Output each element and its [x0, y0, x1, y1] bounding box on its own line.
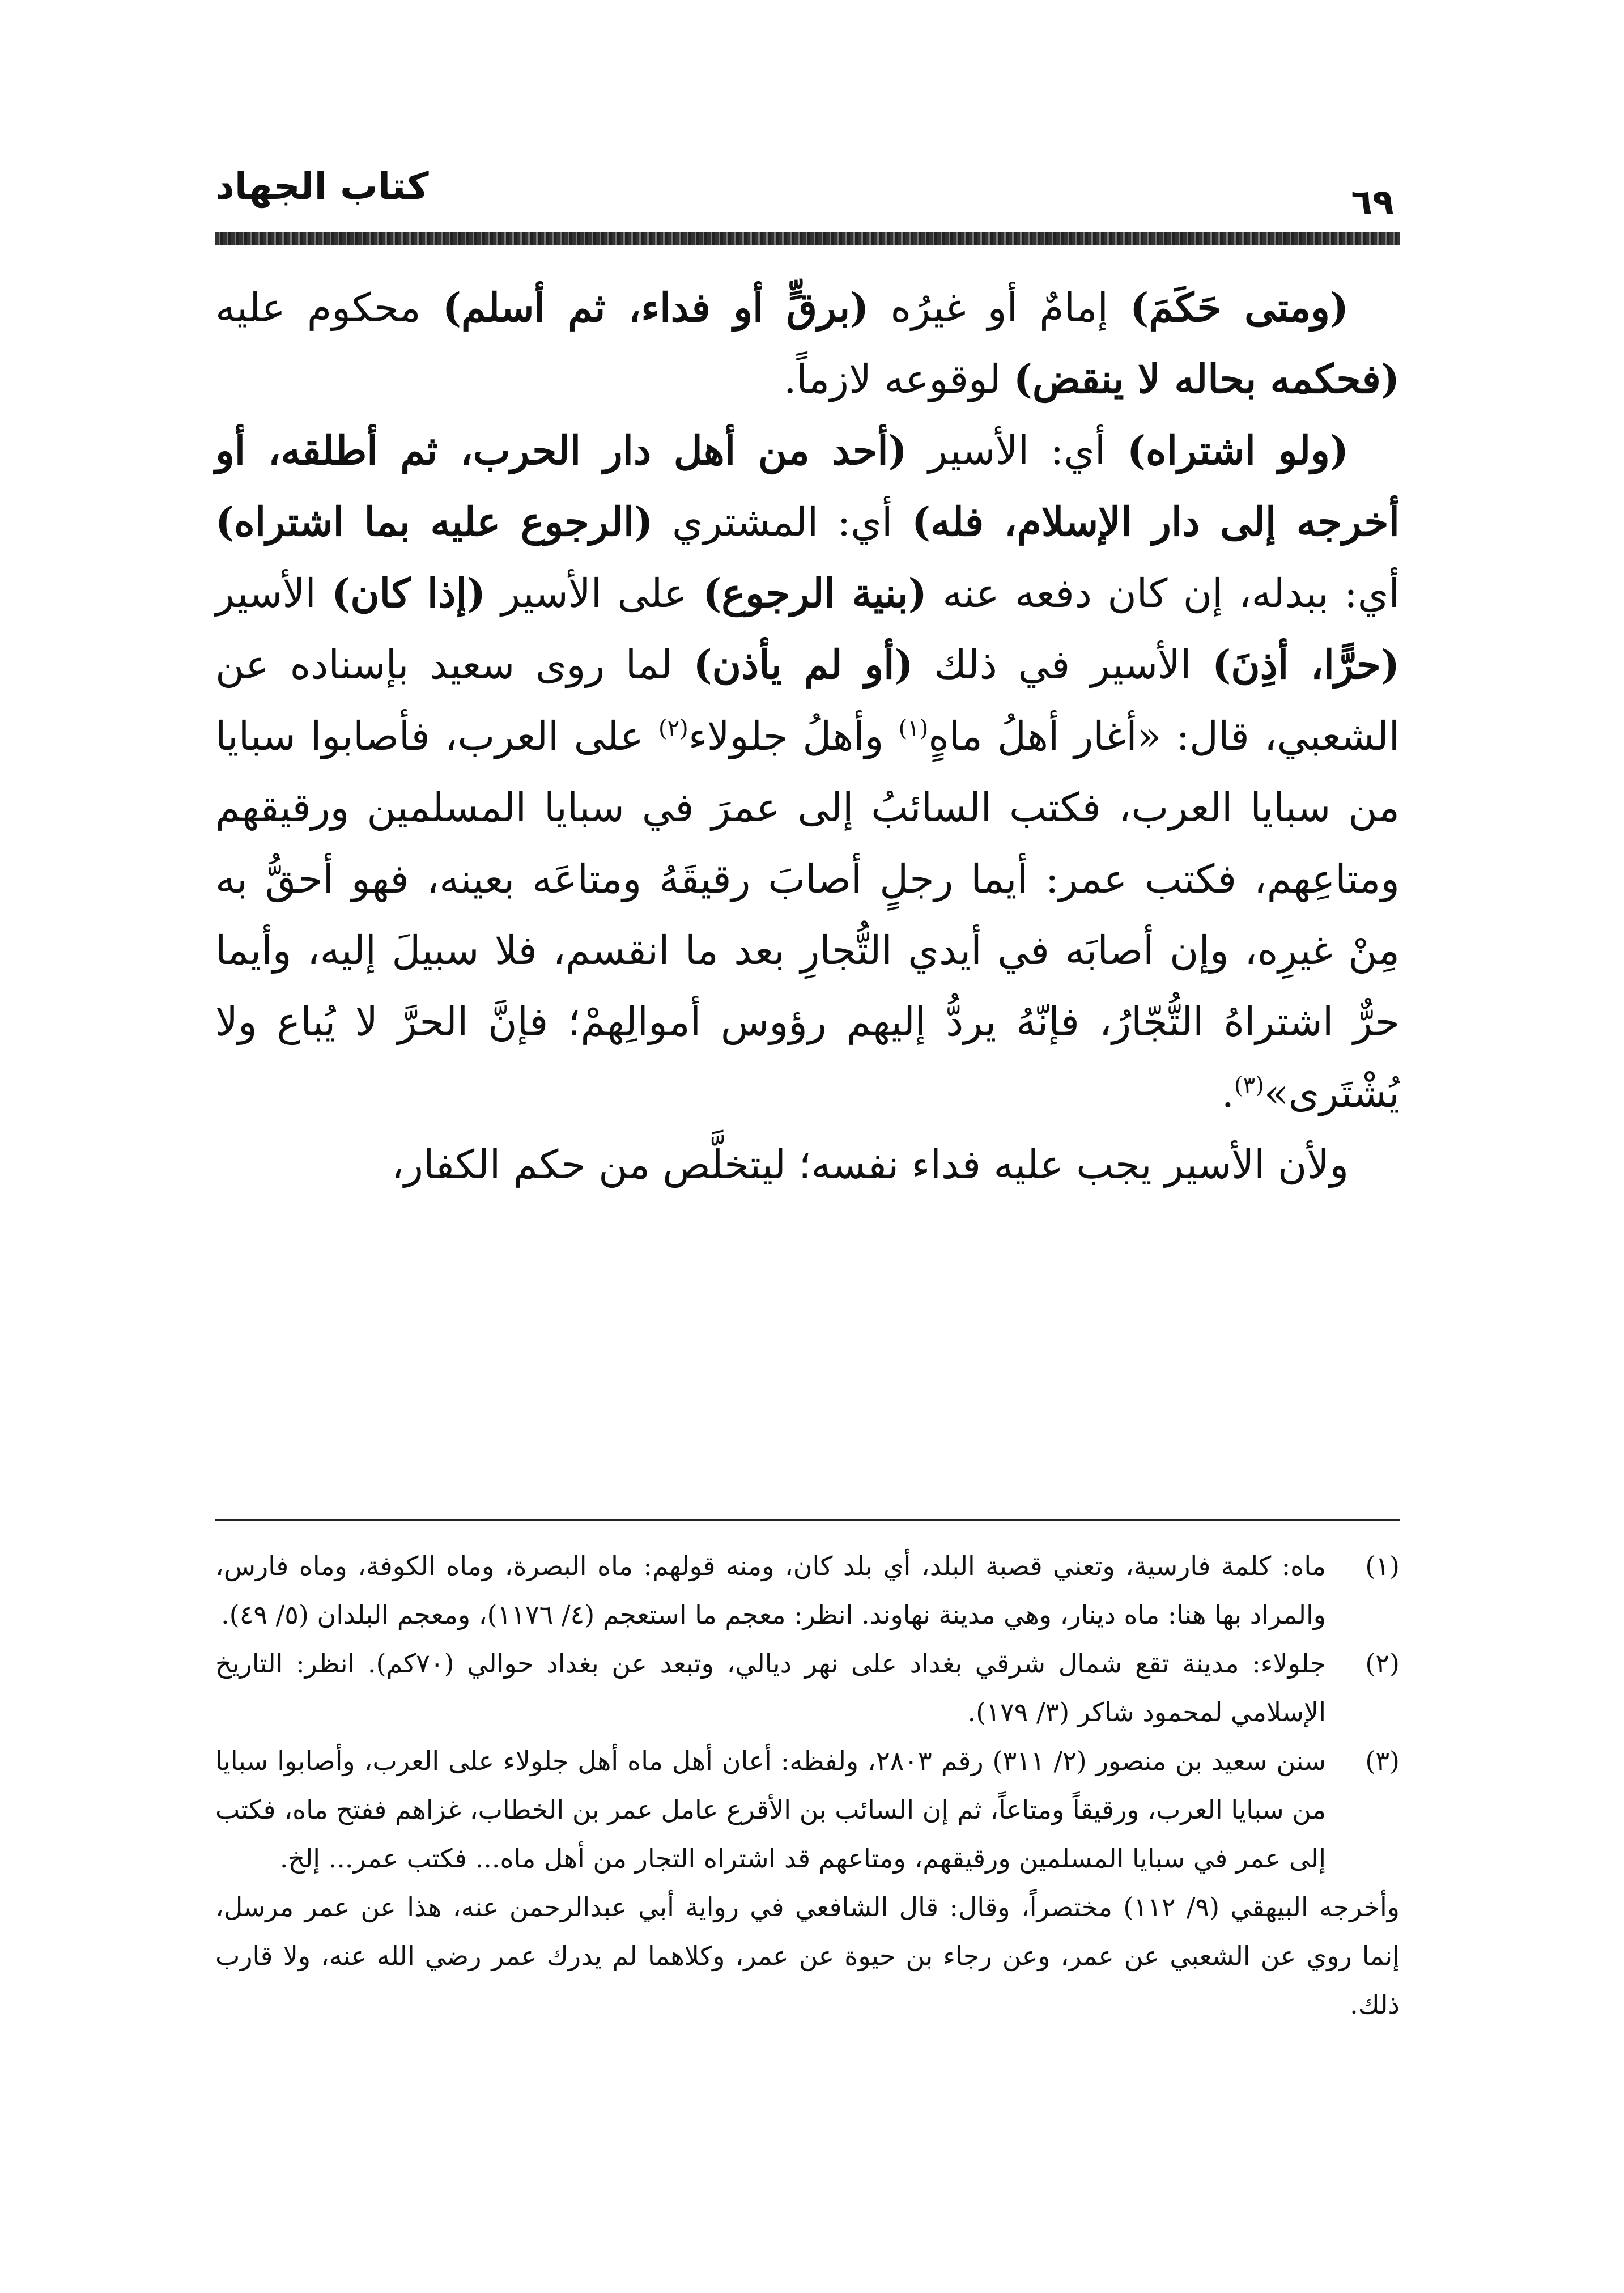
sharh-text: وأهلُ جلولاء — [688, 713, 899, 759]
sharh-text: إمامٌ أو غيرُه — [869, 284, 1130, 331]
sharh-text: محكوم عليه — [215, 284, 443, 331]
page-number: ٦٩ — [1351, 181, 1394, 223]
main-text — [215, 272, 1400, 1200]
footnote-3-continuation: وأخرجه البيهقي (٩/ ١١٢) مختصراً، وقال: قال الشافعي في رواية أبي عبدالرحمن عنه، هذا عن عمر مرسل، إنما روي عن الشعبي عن عمر، وعن رجاء بن حيوة عن عمر، وكلاهما لم يدرك عمر رضي الله عنه، ولا قارب ذلك. — [215, 1892, 1400, 2020]
matn-text: (أحد من أهل دار الحرب، ثم أطلقه، أو أخرجه إلى دار الإسلام، فله) — [215, 427, 1400, 545]
sharh-text: الأسير — [215, 570, 332, 617]
sharh-text: أي: الأسير — [907, 427, 1127, 474]
sharh-text: أي: ببدله، إن كان دفعه عنه — [926, 570, 1400, 617]
matn-text: (فحكمه بحاله لا ينقض) — [1013, 355, 1400, 402]
sharh-text: لما روى سعيد بإسناده عن الشعبي، قال: «أغار أهلُ ماهٍ — [215, 642, 1400, 759]
paragraph-2 — [215, 415, 1400, 1129]
footnote-ref-3[interactable]: (٣) — [1234, 1072, 1264, 1099]
footnote-ref-2[interactable]: (٢) — [658, 715, 688, 742]
matn-text: (حرًّا، أذِنَ) — [1212, 641, 1400, 688]
matn-text: (الرجوع عليه بما اشتراه) — [215, 498, 653, 545]
footnote-separator — [215, 1519, 1400, 1521]
matn-text: (برقٍّ أو فداء، ثم أسلم) — [442, 284, 869, 331]
sharh-text: . — [1221, 1070, 1234, 1116]
book-page — [215, 159, 1400, 2256]
footnote-text: سنن سعيد بن منصور (٢/ ٣١١) رقم ٢٨٠٣، ولفظه: أعان أهل ماه أهل جلولاء على العرب، وأصابوا سبايا من سبايا العرب، ورقيقاً ومتاعاً، ثم إن السائب بن الأقرع عامل عمر بن الخطاب، غزاهم ففتح ماه، فكتب إلى عمر في سبايا المسلمين ورقيقهم، ومتاعهم قد اشتراه التجار من أهل ماه... فكتب عمر... إلخ. — [215, 1746, 1326, 1874]
running-title: كتاب الجهاد — [215, 164, 429, 208]
footnote-1 — [215, 1542, 1400, 1639]
footnote-number: (٣) — [1365, 1746, 1400, 1776]
footnote-ref-1[interactable]: (١) — [898, 715, 929, 742]
footnote-number: (٢) — [1365, 1648, 1400, 1679]
page-header — [215, 159, 1400, 249]
footnote-text: جلولاء: مدينة تقع شمال شرقي بغداد على نهر ديالي، وتبعد عن بغداد حوالي (٧٠كم). انظر: التاريخ الإسلامي لمحمود شاكر (٣/ ١٧٩). — [215, 1648, 1326, 1727]
matn-text: (ولو اشتراه) — [1126, 427, 1349, 474]
footnote-text: ماه: كلمة فارسية، وتعني قصبة البلد، أي بلد كان، ومنه قولهم: ماه البصرة، وماه الكوفة، وماه فارس، والمراد بها هنا: ماه دينار، وهي مدينة نهاوند. انظر: معجم ما استعجم (٤/ ١١٧٦)، ومعجم البلدان (٥/ ٤٩). — [215, 1551, 1326, 1630]
footnote-2 — [215, 1639, 1400, 1736]
paragraph-1 — [215, 272, 1400, 415]
footnote-3 — [215, 1736, 1400, 1883]
footnotes — [215, 1542, 1400, 2029]
matn-text: (أو لم يأذن) — [693, 641, 913, 688]
sharh-text: أي: المشتري — [653, 499, 912, 545]
footnote-number: (١) — [1365, 1551, 1400, 1581]
sharh-text: الأسير في ذلك — [913, 642, 1213, 688]
sharh-text: لوقوعه لازماً. — [784, 356, 1014, 402]
sharh-text: على الأسير — [486, 570, 703, 617]
matn-text: (ومتى حَكَمَ) — [1130, 284, 1349, 331]
matn-text: (إذا كان) — [331, 570, 486, 617]
paragraph-3: ولأن الأسير يجب عليه فداء نفسه؛ ليتخلَّص من حكم الكفار، — [391, 1141, 1349, 1188]
matn-text: (بنية الرجوع) — [703, 570, 927, 617]
header-rule — [215, 232, 1400, 245]
quoted-text: على العرب، فأصابوا سبايا من سبايا العرب، فكتب السائبُ إلى عمرَ في سبايا المسلمين ورقيقهم ومتاعِهم، فكتب عمر: أيما رجلٍ أصابَ رقيقَهُ ومتاعَه بعينه، فهو أحقُّ به مِنْ غيرِه، وإن أصابَه في أيدي التُّجارِ بعد ما انقسم، فلا سبيلَ إليه، وأيما حرٌّ اشتراهُ التُّجّارُ، فإنّهُ يردُّ إليهم رؤوس أموالِهمْ؛ فإنَّ الحرَّ لا يُباع ولا يُشْتَرى» — [215, 713, 1400, 1116]
